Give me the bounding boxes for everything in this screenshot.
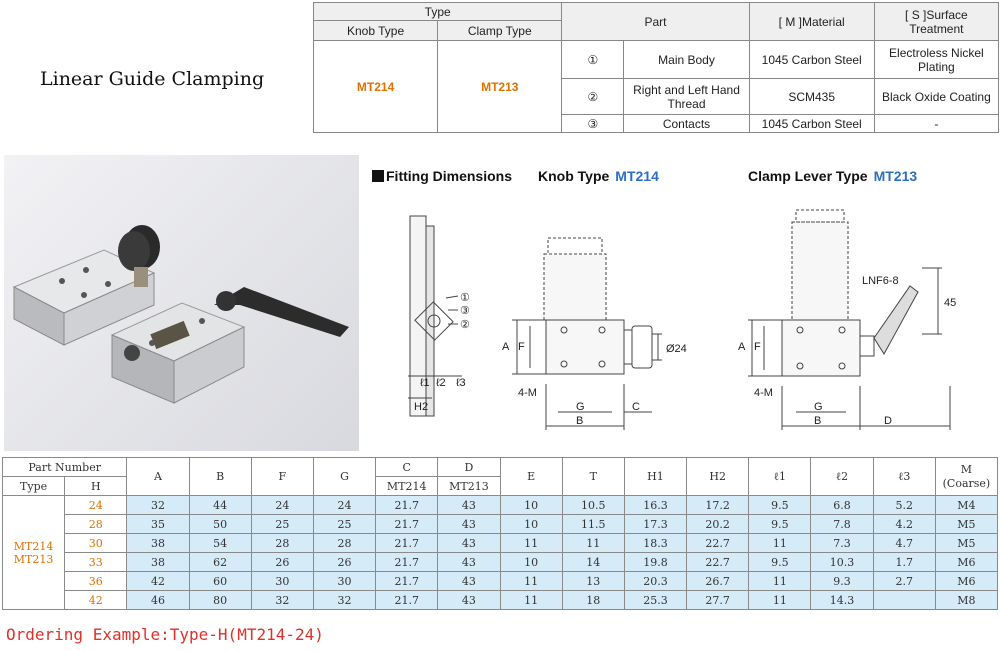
table-cell: 11: [749, 534, 811, 553]
part-name: Contacts: [624, 115, 749, 133]
table-cell: 38: [127, 553, 189, 572]
m-label: M: [960, 462, 973, 476]
clamp-label-text: Clamp Lever Type: [748, 168, 868, 184]
table-cell: 9.3: [811, 572, 873, 591]
label-45: 45: [944, 297, 957, 309]
table-cell: M8: [935, 591, 997, 610]
h-value: 28: [65, 515, 127, 534]
table-cell: 44: [189, 496, 251, 515]
table-cell: 20.2: [687, 515, 749, 534]
table-cell: [873, 591, 935, 610]
callout-2: ②: [460, 319, 470, 331]
table-cell: 20.3: [624, 572, 686, 591]
clamp-type-value: MT213: [438, 41, 562, 133]
table-cell: 30: [313, 572, 375, 591]
label-l1: ℓ1: [420, 377, 430, 389]
ordering-example: Ordering Example:Type-H(MT214-24): [6, 625, 324, 644]
col-header-t: T: [562, 458, 624, 496]
table-cell: M4: [935, 496, 997, 515]
table-cell: 28: [251, 534, 313, 553]
table-cell: 2.7: [873, 572, 935, 591]
table-cell: 21.7: [376, 534, 438, 553]
label-l3: ℓ3: [456, 377, 466, 389]
table-cell: M6: [935, 572, 997, 591]
table-cell: 11.5: [562, 515, 624, 534]
table-cell: 43: [438, 534, 500, 553]
table-cell: 18: [562, 591, 624, 610]
table-cell: 14.3: [811, 591, 873, 610]
col-header-d: D: [438, 458, 500, 477]
table-cell: 35: [127, 515, 189, 534]
table-cell: 4.2: [873, 515, 935, 534]
part-surface: -: [874, 115, 998, 133]
label-d24: Ø24: [666, 343, 687, 355]
table-cell: 22.7: [687, 534, 749, 553]
table-cell: 9.5: [749, 496, 811, 515]
col-header-l1: ℓ1: [749, 458, 811, 496]
table-cell: 26: [251, 553, 313, 572]
table-cell: M6: [935, 553, 997, 572]
label-4m-clamp: 4-M: [754, 387, 773, 399]
part-material: SCM435: [749, 79, 874, 115]
part-number: ③: [562, 115, 624, 133]
table-cell: 21.7: [376, 572, 438, 591]
label-l2: ℓ2: [436, 377, 446, 389]
h-value: 33: [65, 553, 127, 572]
table-row: [3, 496, 998, 515]
table-cell: 32: [127, 496, 189, 515]
table-cell: 43: [438, 572, 500, 591]
type-header: Type: [314, 3, 562, 21]
table-cell: 21.7: [376, 496, 438, 515]
part-surface: Black Oxide Coating: [874, 79, 998, 115]
table-cell: 24: [251, 496, 313, 515]
table-cell: 80: [189, 591, 251, 610]
h-value: 24: [65, 496, 127, 515]
table-cell: 4.7: [873, 534, 935, 553]
table-cell: 7.3: [811, 534, 873, 553]
part-name: Right and Left Hand Thread: [624, 79, 749, 115]
table-cell: 28: [313, 534, 375, 553]
table-cell: 22.7: [687, 553, 749, 572]
knob-label-text: Knob Type: [538, 168, 610, 184]
table-cell: 11: [749, 591, 811, 610]
table-cell: 19.8: [624, 553, 686, 572]
table-cell: 11: [500, 572, 562, 591]
table-row: [3, 553, 998, 572]
table-cell: 21.7: [376, 591, 438, 610]
knob-code-text: MT214: [615, 168, 659, 184]
part-header: Part: [562, 3, 749, 41]
label-c: C: [632, 401, 640, 413]
table-row: [3, 534, 998, 553]
label-b: B: [576, 415, 584, 427]
col-header-f: F: [251, 458, 313, 496]
label-a: A: [502, 341, 510, 353]
callout-1: ①: [460, 292, 470, 304]
label-4m: 4-M: [518, 387, 537, 399]
table-cell: M5: [935, 534, 997, 553]
d-sub-header: MT213: [438, 477, 500, 496]
table-cell: 30: [251, 572, 313, 591]
table-cell: 62: [189, 553, 251, 572]
h-header: H: [65, 477, 127, 496]
knob-type-header: Knob Type: [314, 21, 438, 41]
col-header-h1: H1: [624, 458, 686, 496]
label-a-clamp: A: [738, 341, 746, 353]
table-cell: 43: [438, 496, 500, 515]
product-illustration: [4, 155, 359, 451]
fitting-label-text: Fitting Dimensions: [386, 168, 512, 184]
table-cell: 11: [749, 572, 811, 591]
table-cell: 24: [313, 496, 375, 515]
clamp-code-text: MT213: [873, 168, 918, 184]
table-cell: 14: [562, 553, 624, 572]
col-header-e: E: [500, 458, 562, 496]
col-header-b: B: [189, 458, 251, 496]
surface-header: [ S ]Surface Treatment: [874, 3, 998, 41]
table-cell: 11: [500, 591, 562, 610]
table-cell: 13: [562, 572, 624, 591]
table-cell: 38: [127, 534, 189, 553]
c-sub-header: MT214: [376, 477, 438, 496]
table-cell: 26.7: [687, 572, 749, 591]
table-cell: 25.3: [624, 591, 686, 610]
table-cell: 60: [189, 572, 251, 591]
table-cell: 50: [189, 515, 251, 534]
label-lnf: LNF6-8: [862, 275, 899, 287]
label-h2: H2: [414, 401, 429, 413]
table-cell: 54: [189, 534, 251, 553]
label-f-clamp: F: [754, 341, 761, 353]
table-cell: 42: [127, 572, 189, 591]
table-cell: 5.2: [873, 496, 935, 515]
table-row: [3, 572, 998, 591]
part-material: 1045 Carbon Steel: [749, 115, 874, 133]
table-cell: 43: [438, 591, 500, 610]
label-g-clamp: G: [814, 401, 823, 413]
col-header-l2: ℓ2: [811, 458, 873, 496]
table-cell: 11: [562, 534, 624, 553]
label-d: D: [884, 415, 892, 427]
h-value: 30: [65, 534, 127, 553]
table-cell: 26: [313, 553, 375, 572]
material-table: [313, 2, 999, 133]
table-cell: 6.8: [811, 496, 873, 515]
table-cell: 17.2: [687, 496, 749, 515]
type-header: Type: [3, 477, 65, 496]
col-header-c: C: [376, 458, 438, 477]
table-cell: 10.5: [562, 496, 624, 515]
col-header-a: A: [127, 458, 189, 496]
table-cell: 10: [500, 515, 562, 534]
table-cell: 21.7: [376, 553, 438, 572]
type-line-1: MT214: [13, 539, 54, 553]
table-cell: 21.7: [376, 515, 438, 534]
table-cell: 9.5: [749, 553, 811, 572]
table-cell: 10: [500, 553, 562, 572]
technical-drawing: [362, 158, 998, 454]
col-header-h2: H2: [687, 458, 749, 496]
material-header: [ M ]Material: [749, 3, 874, 41]
callout-3: ③: [460, 305, 470, 317]
h-value: 36: [65, 572, 127, 591]
table-cell: 43: [438, 515, 500, 534]
part-name: Main Body: [624, 41, 749, 79]
fitting-dimensions-figure: [362, 158, 998, 454]
table-cell: 10: [500, 496, 562, 515]
table-cell: 27.7: [687, 591, 749, 610]
h-value: 42: [65, 591, 127, 610]
col-header-l3: ℓ3: [873, 458, 935, 496]
table-cell: 17.3: [624, 515, 686, 534]
table-cell: 43: [438, 553, 500, 572]
table-cell: 1.7: [873, 553, 935, 572]
part-number: ①: [562, 41, 624, 79]
knob-type-value: MT214: [314, 41, 438, 133]
dimension-table: [2, 457, 998, 610]
table-cell: 32: [251, 591, 313, 610]
table-cell: 25: [251, 515, 313, 534]
label-b-clamp: B: [814, 415, 822, 427]
label-f: F: [518, 341, 525, 353]
table-cell: 11: [500, 534, 562, 553]
table-row: [3, 515, 998, 534]
table-row: [3, 591, 998, 610]
table-cell: M5: [935, 515, 997, 534]
table-cell: 7.8: [811, 515, 873, 534]
part-material: 1045 Carbon Steel: [749, 41, 874, 79]
col-header-g: G: [313, 458, 375, 496]
part-surface: Electroless Nickel Plating: [874, 41, 998, 79]
table-cell: 16.3: [624, 496, 686, 515]
table-cell: 46: [127, 591, 189, 610]
m-sub-label: (Coarse): [942, 476, 991, 490]
part-number: ②: [562, 79, 624, 115]
type-cell: [3, 496, 65, 610]
type-line-2: MT213: [13, 552, 54, 566]
label-g: G: [576, 401, 585, 413]
table-cell: 9.5: [749, 515, 811, 534]
page-title: Linear Guide Clamping: [40, 68, 265, 90]
table-cell: 32: [313, 591, 375, 610]
part-number-header: Part Number: [3, 458, 127, 477]
product-photo: [4, 155, 359, 451]
clamp-type-header: Clamp Type: [438, 21, 562, 41]
table-cell: 10.3: [811, 553, 873, 572]
table-cell: 25: [313, 515, 375, 534]
col-header-m: [935, 458, 997, 496]
table-cell: 18.3: [624, 534, 686, 553]
